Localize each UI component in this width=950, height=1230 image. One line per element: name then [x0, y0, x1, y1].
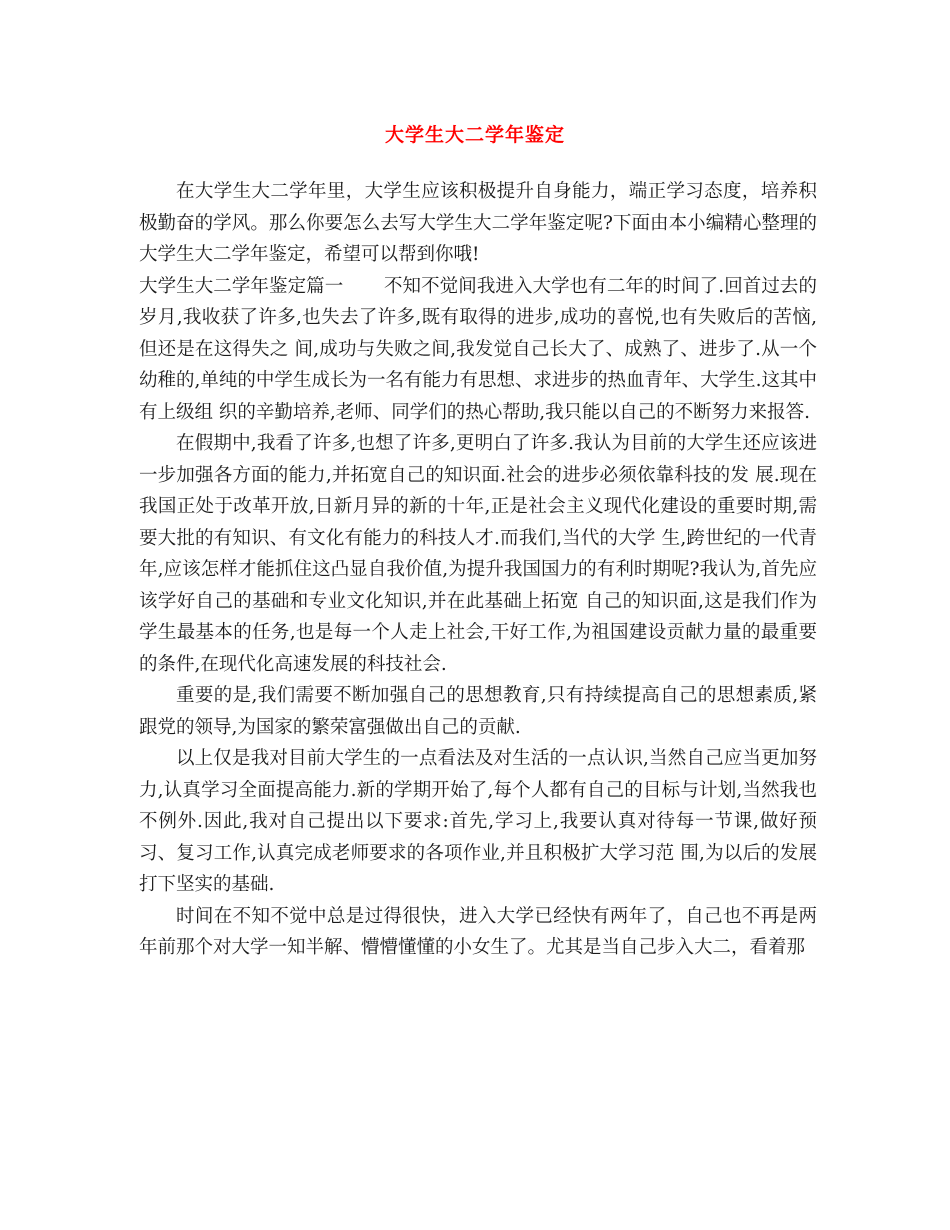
- document-title: 大学生大二学年鉴定: [384, 124, 565, 146]
- paragraph-3: 重要的是,我们需要不断加强自己的思想教育,只有持续提高自己的思想素质,紧跟党的领导,为国家的繁荣富强做出自己的贡献.: [139, 685, 817, 738]
- paragraph-4: 以上仅是我对目前大学生的一点看法及对生活的一点认识,当然自己应当更加努力,认真学习全面提高能力.新的学期开始了,每个人都有自己的目标与计划,当然我也不例外.因此,我对自己提出以下要求:首先,学习上,我要认真对待每一节课,做好预习、复习工作,认真完成老师要求的各项作业,并且积极扩大学习范 围,为以后的发展打下坚实的基础.: [139, 748, 817, 895]
- paragraph-2: 在假期中,我看了许多,也想了许多,更明白了许多.我认为目前的大学生还应该进一步加强各方面的能力,并拓宽自己的知识面.社会的进步必须依靠科技的发 展.现在我国正处于改革开放,日新月异的新的十年,正是社会主义现代化建设的重要时期,需要大批的有知识、有文化有能力的科技人才.而我们,当代的大学 生,跨世纪的一代青年,应该怎样才能抓住这凸显自我价值,为提升我国国力的有利时期呢?我认为,首先应该学好自己的基础和专业文化知识,并在此基础上拓宽 自己的知识面,这是我们作为学生最基本的任务,也是每一个人走上社会,干好工作,为祖国建设贡献力量的最重要的条件,在现代化高速发展的科技社会.: [139, 433, 817, 675]
- paragraph-1-text: 不知不觉间我进入大学也有二年的时间了.回首过去的岁月,我收获了许多,也失去了许多,既有取得的进步,成功的喜悦,也有失败后的苦恼,但还是在这得失之 间,成功与失败之间,我发觉自己长大了、成熟了、进步了.从一个幼稚的,单纯的中学生成长为一名有能力有思想、求进步的热血青年、大学生.这其中有上级组 织的辛勤培养,老师、同学们的热心帮助,我只能以自己的不断努力来报答.: [139, 275, 817, 423]
- document-body: [139, 176, 817, 964]
- intro-paragraph: 在大学生大二学年里，大学生应该积极提升自身能力，端正学习态度，培养积极勤奋的学风。那么你要怎么去写大学生大二学年鉴定呢?下面由本小编精心整理的大学生大二学年鉴定，希望可以帮到你哦!: [139, 181, 817, 265]
- paragraph-5: 时间在不知不觉中总是过得很快，进入大学已经快有两年了，自己也不再是两年前那个对大学一知半解、懵懵懂懂的小女生了。尤其是当自己步入大二，看着那: [139, 905, 817, 958]
- section-heading: 大学生大二学年鉴定篇一: [139, 275, 344, 297]
- section-paragraph-1: [139, 271, 817, 429]
